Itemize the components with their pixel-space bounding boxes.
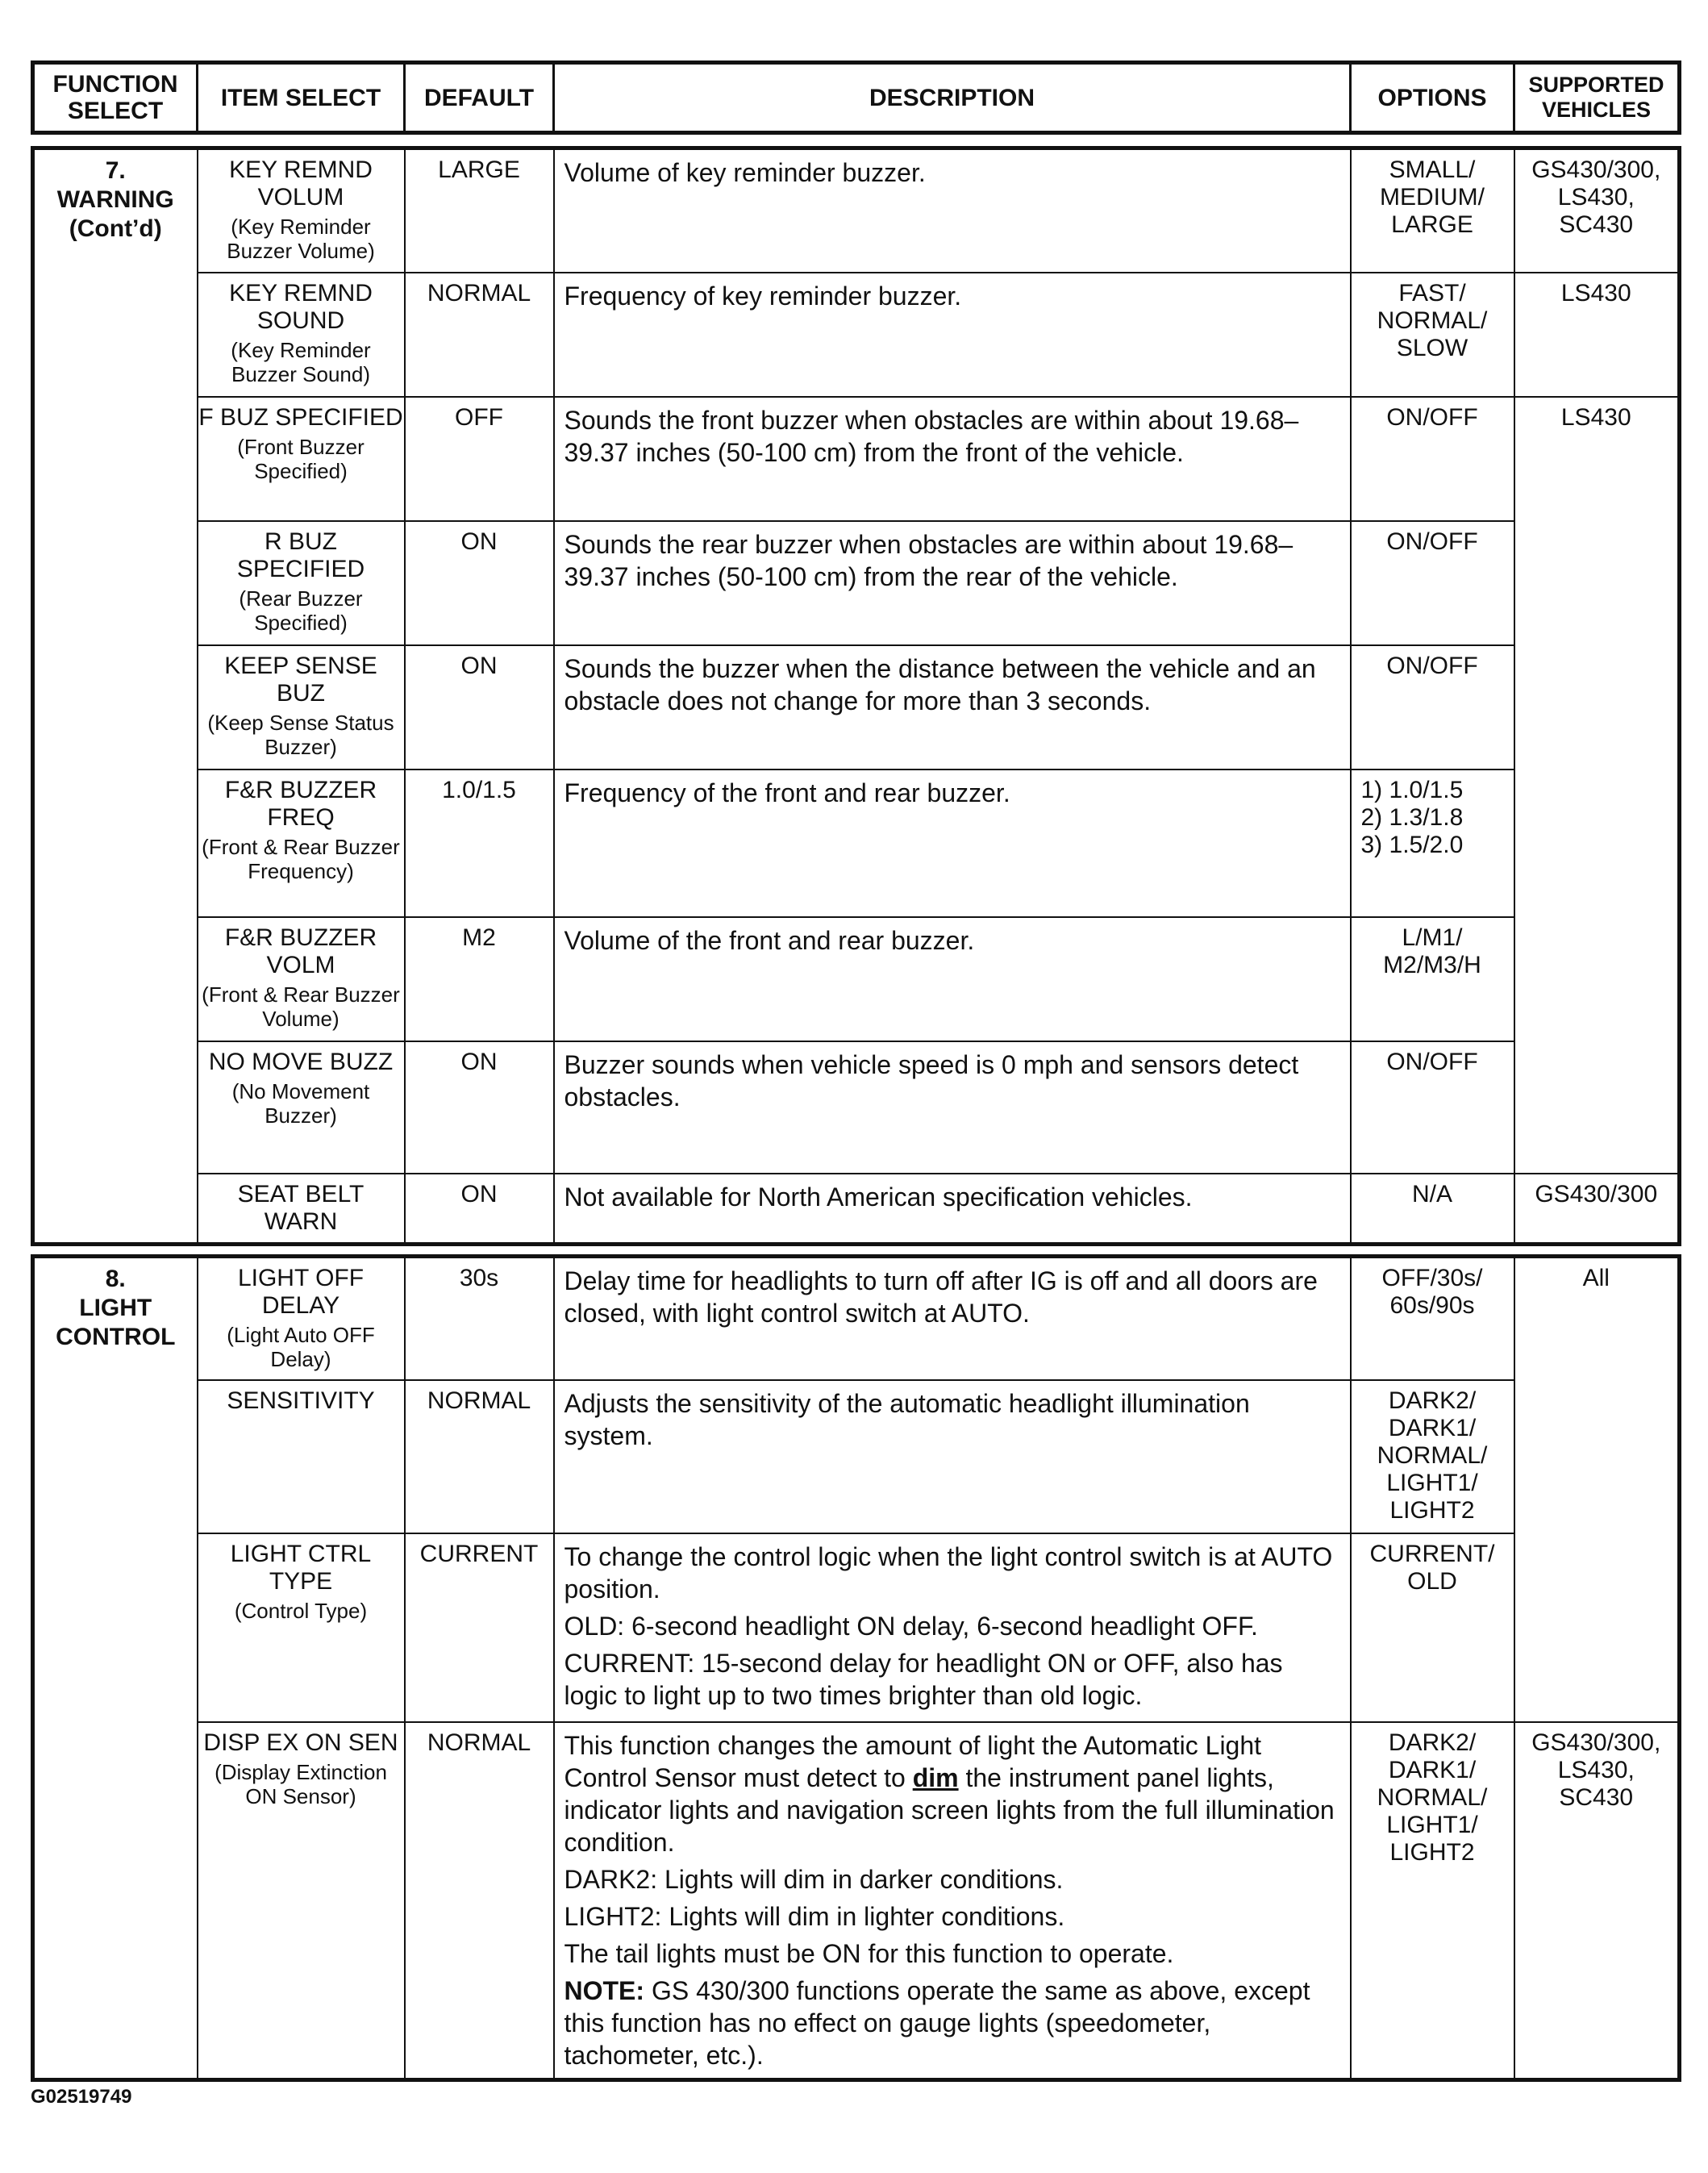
options-cell: N/A [1351,1174,1514,1245]
description-cell: Not available for North American specification vehicles. [554,1174,1351,1245]
item-name: SEAT BELT WARN [237,1180,365,1235]
description-cell [554,1533,1351,1722]
default-cell: NORMAL [405,1380,554,1533]
table-row [33,397,1680,521]
description-cell: Sounds the rear buzzer when obstacles are within about 19.68–39.37 inches (50-100 cm) from the rear of the vehicle. [554,521,1351,645]
options-cell: DARK2/ DARK1/ NORMAL/ LIGHT1/ LIGHT2 [1351,1380,1514,1533]
item-name: F BUZ SPECIFIED [198,403,403,431]
description-cell: Sounds the buzzer when the distance between the vehicle and an obstacle does not change for more than 3 seconds. [554,645,1351,770]
description-paragraph: OLD: 6-second headlight ON delay, 6-second headlight OFF. [564,1611,1258,1641]
description-cell: Frequency of key reminder buzzer. [554,273,1351,397]
item-name: NO MOVE BUZZ [208,1048,394,1075]
item-cell [198,770,405,917]
item-cell [198,1380,405,1533]
vehicles-cell: LS430 [1514,397,1680,1174]
table-row [33,1533,1680,1722]
item-cell [198,1722,405,2080]
default-cell: NORMAL [405,273,554,397]
header-options: OPTIONS [1351,63,1514,133]
item-subtitle: (Front & Rear Buzzer Frequency) [202,834,400,883]
default-cell: OFF [405,397,554,521]
item-subtitle: (Front Buzzer Specified) [237,434,365,483]
default-cell: 30s [405,1257,554,1380]
description-text: the instrument panel lights, indicator lights and navigation screen lights from the full illumination condition. [564,1762,1335,1857]
function-cell-light-control [33,1257,198,2080]
function-note: (Cont’d) [69,215,162,242]
table-row [33,770,1680,917]
item-name: F&R BUZZER FREQ [224,776,377,831]
default-cell: CURRENT [405,1533,554,1722]
header-row [33,63,1680,133]
description-paragraph: To change the control logic when the light control switch is at AUTO position. [564,1541,1333,1604]
figure-id: G02519749 [31,2086,132,2108]
function-cell-warning [33,148,198,1245]
options-cell: ON/OFF [1351,521,1514,645]
default-cell: NORMAL [405,1722,554,2080]
vehicles-cell: GS430/300 [1514,1174,1680,1245]
description-cell: Delay time for headlights to turn off after IG is off and all doors are closed, with light control switch at AUTO. [554,1257,1351,1380]
vehicles-cell: GS430/300, LS430, SC430 [1514,148,1680,273]
item-cell [198,397,405,521]
description-cell: Buzzer sounds when vehicle speed is 0 mph and sensors detect obstacles. [554,1041,1351,1174]
options-cell: 1) 1.0/1.5 2) 1.3/1.8 3) 1.5/2.0 [1351,770,1514,917]
table-row [33,1257,1680,1380]
options-cell: SMALL/ MEDIUM/ LARGE [1351,148,1514,273]
item-subtitle: (Key Reminder Buzzer Volume) [227,215,375,263]
default-cell: ON [405,521,554,645]
item-subtitle: (Key Reminder Buzzer Sound) [231,337,371,386]
item-name: SENSITIVITY [227,1387,375,1414]
description-paragraph: CURRENT: 15-second delay for headlight ON or OFF, also has logic to light up to two times brighter than old logic. [564,1648,1283,1710]
header-description: DESCRIPTION [554,63,1351,133]
default-cell: 1.0/1.5 [405,770,554,917]
description-cell: Frequency of the front and rear buzzer. [554,770,1351,917]
item-name: KEY REMND SOUND [229,279,373,334]
function-number: 8. [105,1266,126,1292]
description-paragraph: The tail lights must be ON for this function to operate. [564,1938,1174,1968]
item-cell [198,917,405,1041]
default-cell: ON [405,1041,554,1174]
item-subtitle: (Control Type) [234,1598,368,1623]
header-supported-vehicles: SUPPORTED VEHICLES [1514,63,1680,133]
table-row [33,1041,1680,1174]
item-cell [198,1174,405,1245]
default-cell: LARGE [405,148,554,273]
vehicles-cell: All [1514,1257,1680,1722]
vehicles-cell: GS430/300, LS430, SC430 [1514,1722,1680,2080]
default-cell: ON [405,1174,554,1245]
item-cell [198,645,405,770]
note-text: GS 430/300 functions operate the same as above, except this function has no effect on gauge lights (speedometer, tachometer, etc.). [564,1975,1310,2070]
item-name: KEEP SENSE BUZ [224,652,377,707]
vehicles-cell: LS430 [1514,273,1680,397]
options-cell: ON/OFF [1351,397,1514,521]
description-paragraph: LIGHT2: Lights will dim in lighter conditions. [564,1901,1065,1931]
item-subtitle: (Light Auto OFF Delay) [227,1323,375,1371]
options-cell: L/M1/ M2/M3/H [1351,917,1514,1041]
description-text: This function changes the amount of light the Automatic Light Control Sensor must detect to [564,1730,1262,1792]
item-subtitle: (Keep Sense Status Buzzer) [207,710,394,759]
description-paragraph: DARK2: Lights will dim in darker conditions. [564,1864,1064,1894]
description-cell: Sounds the front buzzer when obstacles are within about 19.68–39.37 inches (50-100 cm) from the front of the vehicle. [554,397,1351,521]
emphasis-dim: dim [912,1762,959,1792]
item-name: LIGHT CTRL TYPE [230,1540,372,1595]
description-cell [554,1722,1351,2080]
section-warning-table [31,146,1681,1246]
options-cell: OFF/30s/ 60s/90s [1351,1257,1514,1380]
table-row [33,148,1680,273]
header-default: DEFAULT [405,63,554,133]
options-cell: DARK2/ DARK1/ NORMAL/ LIGHT1/ LIGHT2 [1351,1722,1514,2080]
note-paragraph [564,1975,1342,2071]
function-name: LIGHT CONTROL [56,1295,176,1350]
table-row [33,645,1680,770]
item-name: R BUZ SPECIFIED [236,528,365,582]
item-name: DISP EX ON SEN [203,1729,398,1756]
default-cell: ON [405,645,554,770]
item-cell [198,148,405,273]
header-item-select: ITEM SELECT [198,63,405,133]
options-cell: CURRENT/ OLD [1351,1533,1514,1722]
description-cell: Adjusts the sensitivity of the automatic headlight illumination system. [554,1380,1351,1533]
options-cell: ON/OFF [1351,1041,1514,1174]
function-number: 7. [105,157,126,184]
item-subtitle: (Display Extinction ON Sensor) [215,1759,387,1808]
item-cell [198,273,405,397]
table-row [33,521,1680,645]
item-subtitle: (No Movement Buzzer) [231,1078,370,1128]
table-row [33,1174,1680,1245]
function-name: WARNING [56,186,174,213]
default-cell: M2 [405,917,554,1041]
note-label: NOTE: [564,1975,645,2005]
table-row [33,917,1680,1041]
table-row [33,1380,1680,1533]
item-name: KEY REMND VOLUM [229,156,373,211]
item-cell [198,1533,405,1722]
options-cell: FAST/ NORMAL/ SLOW [1351,273,1514,397]
item-cell [198,1041,405,1174]
item-subtitle: (Rear Buzzer Specified) [239,586,363,635]
header-function-select: FUNCTION SELECT [33,63,198,133]
section-light-control-table [31,1254,1681,2082]
options-cell: ON/OFF [1351,645,1514,770]
description-cell: Volume of the front and rear buzzer. [554,917,1351,1041]
description-cell: Volume of key reminder buzzer. [554,148,1351,273]
item-cell [198,1257,405,1380]
item-subtitle: (Front & Rear Buzzer Volume) [202,982,400,1031]
item-name: LIGHT OFF DELAY [237,1265,365,1319]
item-cell [198,521,405,645]
header-table [31,60,1681,135]
item-name: F&R BUZZER VOLM [224,924,377,978]
table-row [33,1722,1680,2080]
description-paragraph [564,1729,1342,1858]
table-row [33,273,1680,397]
